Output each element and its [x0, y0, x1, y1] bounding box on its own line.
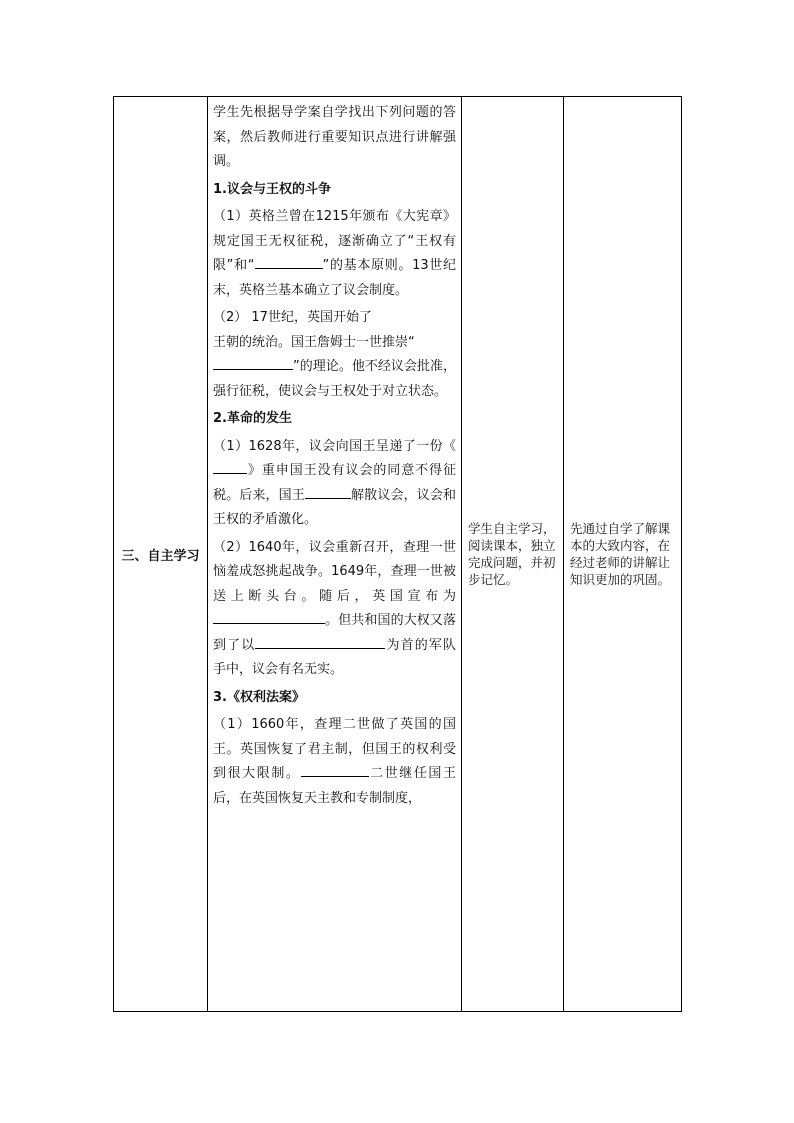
design-intent-text: 先通过自学了解课本的大致内容，在经过老师的讲解让知识更加的巩固。 — [570, 521, 671, 587]
answer-blank[interactable] — [305, 484, 351, 499]
table-row — [114, 97, 682, 1012]
question-2-1: （1）1628年，议会向国王呈递了一份《》重申国王没有议会的同意不得征税。后来，国王 解散议会，议会和王权的矛盾激化。 — [213, 438, 456, 527]
answer-blank[interactable] — [255, 634, 385, 649]
lesson-plan-table — [113, 96, 682, 1012]
question-3-1: （1）1660年，查理二世做了英国的国王。英国恢复了君主制，但国王的权利受到很大限制。 二世继任国王后，在英国恢复天主教和专制制度， — [213, 717, 456, 806]
stage-label: 三、自主学习 — [121, 548, 200, 564]
student-activity-cell — [462, 97, 564, 1012]
question-1-2: （2） 17世纪，英国开始了 王朝的统治。国王詹姆士一世推崇“ ”的理论。他不经议会批准，强行征税，使议会与王权处于对立状态。 — [213, 310, 456, 399]
answer-blank[interactable] — [213, 355, 293, 370]
intro-text: 学生先根据导学案自学找出下列问题的答案，然后教师进行重要知识点进行讲解强调。 — [213, 105, 456, 169]
answer-blank[interactable] — [213, 609, 325, 624]
design-intent-cell — [564, 97, 682, 1012]
section-heading-1: 1.议会与王权的斗争 — [213, 181, 331, 197]
stage-cell — [114, 97, 208, 1012]
section-heading-3: 3.《权利法案》 — [213, 689, 305, 705]
section-heading-2: 2.革命的发生 — [213, 411, 292, 426]
content-cell — [208, 97, 462, 1012]
question-2-2: （2）1640年，议会重新召开，查理一世恼羞成怒挑起战争。1649年，查理一世被送上断头台。随后，英国宣布为。但共和国的大权又落到了以 为首的军队手中，议会有名无实。 — [213, 539, 456, 677]
answer-blank[interactable] — [213, 459, 247, 474]
question-1-1: （1）英格兰曾在1215年颁布《大宪章》规定国王无权征税，逐渐确立了“王权有限”和“ ”的基本原则。13世纪末，英格兰基本确立了议会制度。 — [213, 209, 456, 298]
student-activity-text: 学生自主学习，阅读课本，独立完成问题，并初步记忆。 — [468, 521, 556, 587]
answer-blank[interactable] — [301, 762, 369, 777]
answer-blank[interactable] — [255, 254, 323, 269]
